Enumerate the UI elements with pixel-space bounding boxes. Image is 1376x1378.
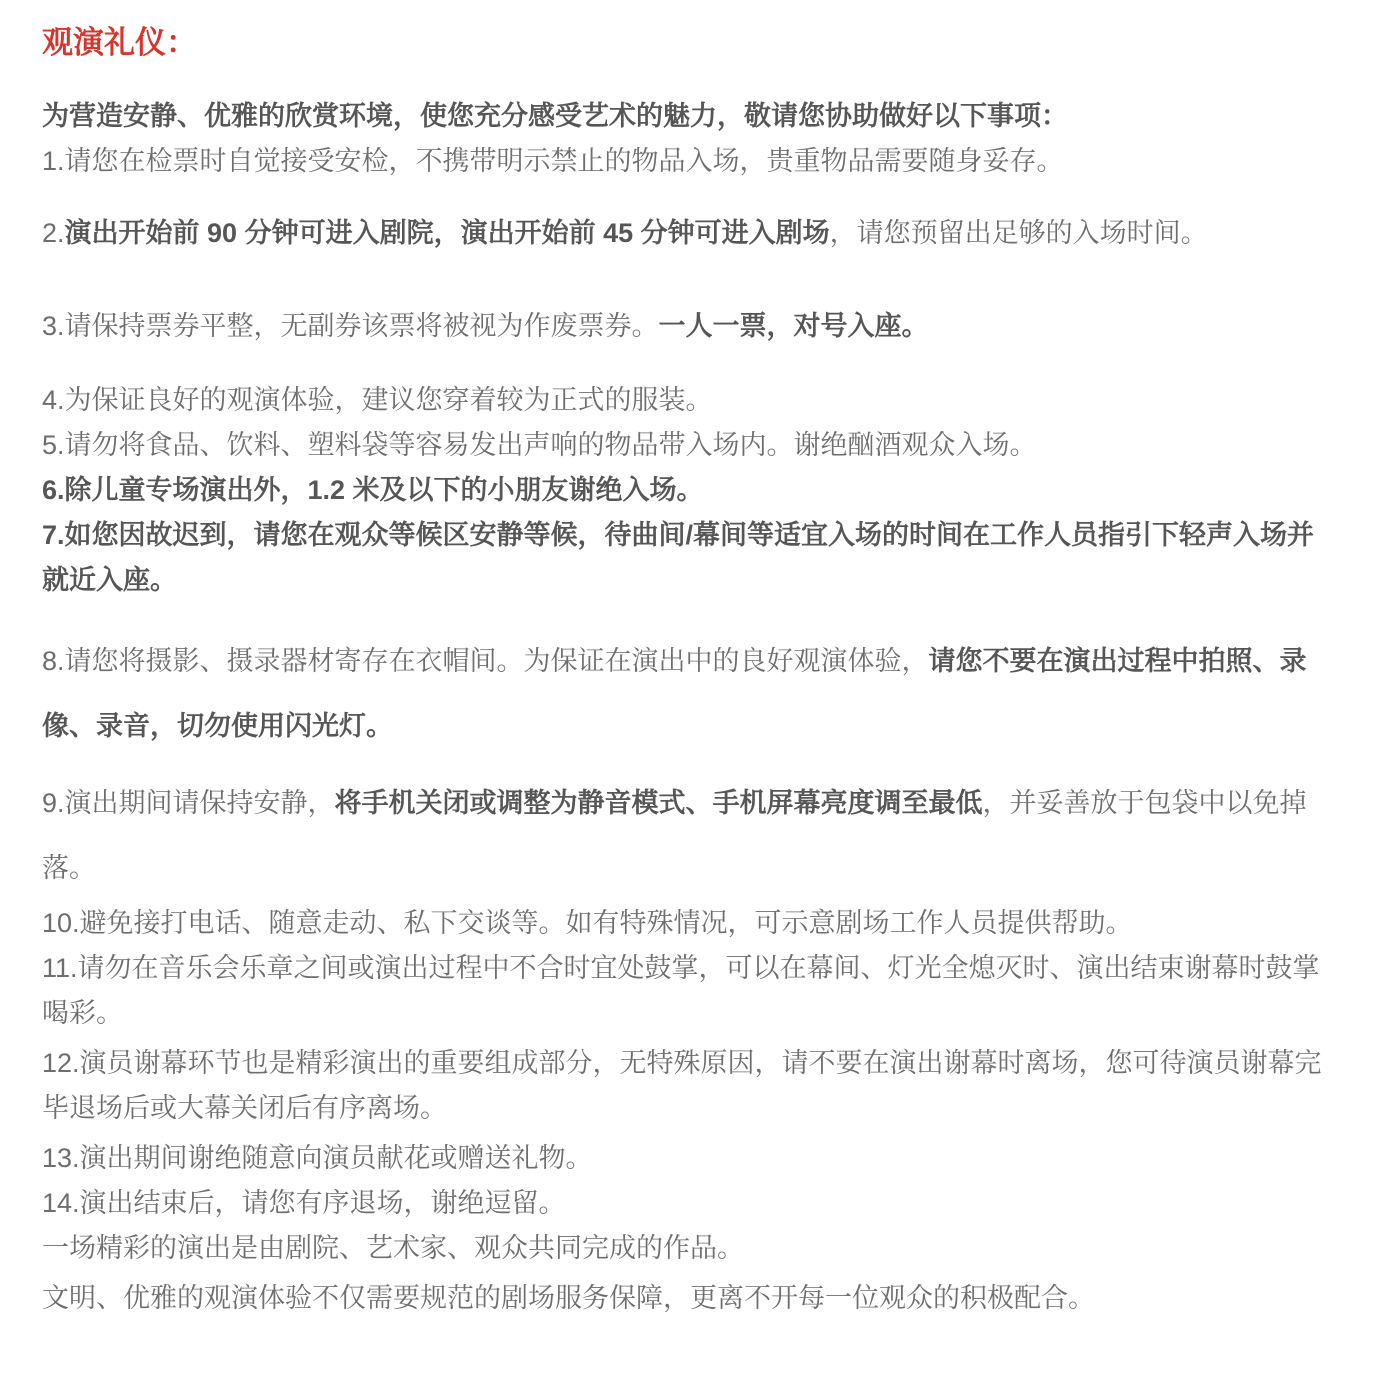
intro-paragraph (42, 94, 1336, 139)
etiquette-item-13 (42, 1136, 1336, 1181)
body-text: 文明、优雅的观演体验不仅需要规范的剧场服务保障，更离不开每一位观众的积极配合。 (42, 1283, 1095, 1313)
emphasis-text: 一人一票，对号入座。 (658, 311, 929, 341)
emphasis-text: 演出开始前 90 分钟可进入剧院，演出开始前 45 分钟可进入剧场 (64, 218, 830, 248)
body-text: 14.演出结束后，请您有序退场，谢绝逗留。 (42, 1188, 566, 1218)
body-text: 5.请勿将食品、饮料、塑料袋等容易发出声响的物品带入场内。谢绝酗酒观众入场。 (42, 430, 1037, 460)
etiquette-item-10 (42, 901, 1336, 946)
body-text: 9.演出期间请保持安静， (42, 788, 335, 818)
body-text: 12.演员谢幕环节也是精彩演出的重要组成部分，无特殊原因，请不要在演出谢幕时离场，您可待演员谢幕完毕退场后或大幕关闭后有序离场。 (42, 1048, 1322, 1123)
etiquette-item-2 (42, 211, 1336, 256)
etiquette-item-11 (42, 946, 1336, 1036)
etiquette-item-9 (42, 771, 1336, 901)
etiquette-item-6 (42, 468, 1336, 513)
body-text: 11.请勿在音乐会乐章之间或演出过程中不合时宜处鼓掌，可以在幕间、灯光全熄灭时、演出结束谢幕时鼓掌喝彩。 (42, 953, 1320, 1028)
etiquette-item-8 (42, 629, 1336, 759)
emphasis-text: 请您不要在演出过程中拍照、录像、录音，切勿使用闪光灯。 (42, 646, 1307, 741)
emphasis-text: 为营造安静、优雅的欣赏环境，使您充分感受艺术的魅力，敬请您协助做好以下事项： (42, 101, 1068, 131)
body-text: 10.避免接打电话、随意走动、私下交谈等。如有特殊情况，可示意剧场工作人员提供帮助。 (42, 908, 1133, 938)
body-text: 4.为保证良好的观演体验，建议您穿着较为正式的服装。 (42, 385, 713, 415)
body-text: ，请您预留出足够的入场时间。 (829, 218, 1208, 248)
etiquette-item-12 (42, 1041, 1336, 1131)
body-text: 1.请您在检票时自觉接受安检，不携带明示禁止的物品入场，贵重物品需要随身妥存。 (42, 146, 1064, 176)
body-text: 13.演出期间谢绝随意向演员献花或赠送礼物。 (42, 1143, 593, 1173)
body-text: 3.请保持票券平整，无副券该票将被视为作废票券。 (42, 311, 659, 341)
etiquette-item-3 (42, 304, 1336, 349)
etiquette-item-5 (42, 423, 1336, 468)
body-text: 2. (42, 218, 65, 248)
body-text: 8.请您将摄影、摄录器材寄存在衣帽间。为保证在演出中的良好观演体验， (42, 646, 929, 676)
etiquette-item-4 (42, 378, 1336, 423)
body-text: ，并妥善放于包袋中以免掉落。 (42, 788, 1307, 883)
etiquette-item-14 (42, 1181, 1336, 1226)
emphasis-text: 将手机关闭或调整为静音模式、手机屏幕亮度调至最低 (334, 788, 983, 818)
closing-paragraph-2 (42, 1276, 1336, 1321)
page-title: 观演礼仪： (42, 25, 197, 60)
body-text: 一场精彩的演出是由剧院、艺术家、观众共同完成的作品。 (42, 1233, 744, 1263)
etiquette-item-7 (42, 513, 1336, 603)
closing-paragraph-1 (42, 1226, 1336, 1271)
emphasis-text: 7.如您因故迟到，请您在观众等候区安静等候，待曲间/幕间等适宜入场的时间在工作人员指引下轻声入场并就近入座。 (42, 520, 1315, 595)
emphasis-text: 6.除儿童专场演出外，1.2 米及以下的小朋友谢绝入场。 (42, 475, 704, 505)
etiquette-item-1 (42, 139, 1336, 184)
